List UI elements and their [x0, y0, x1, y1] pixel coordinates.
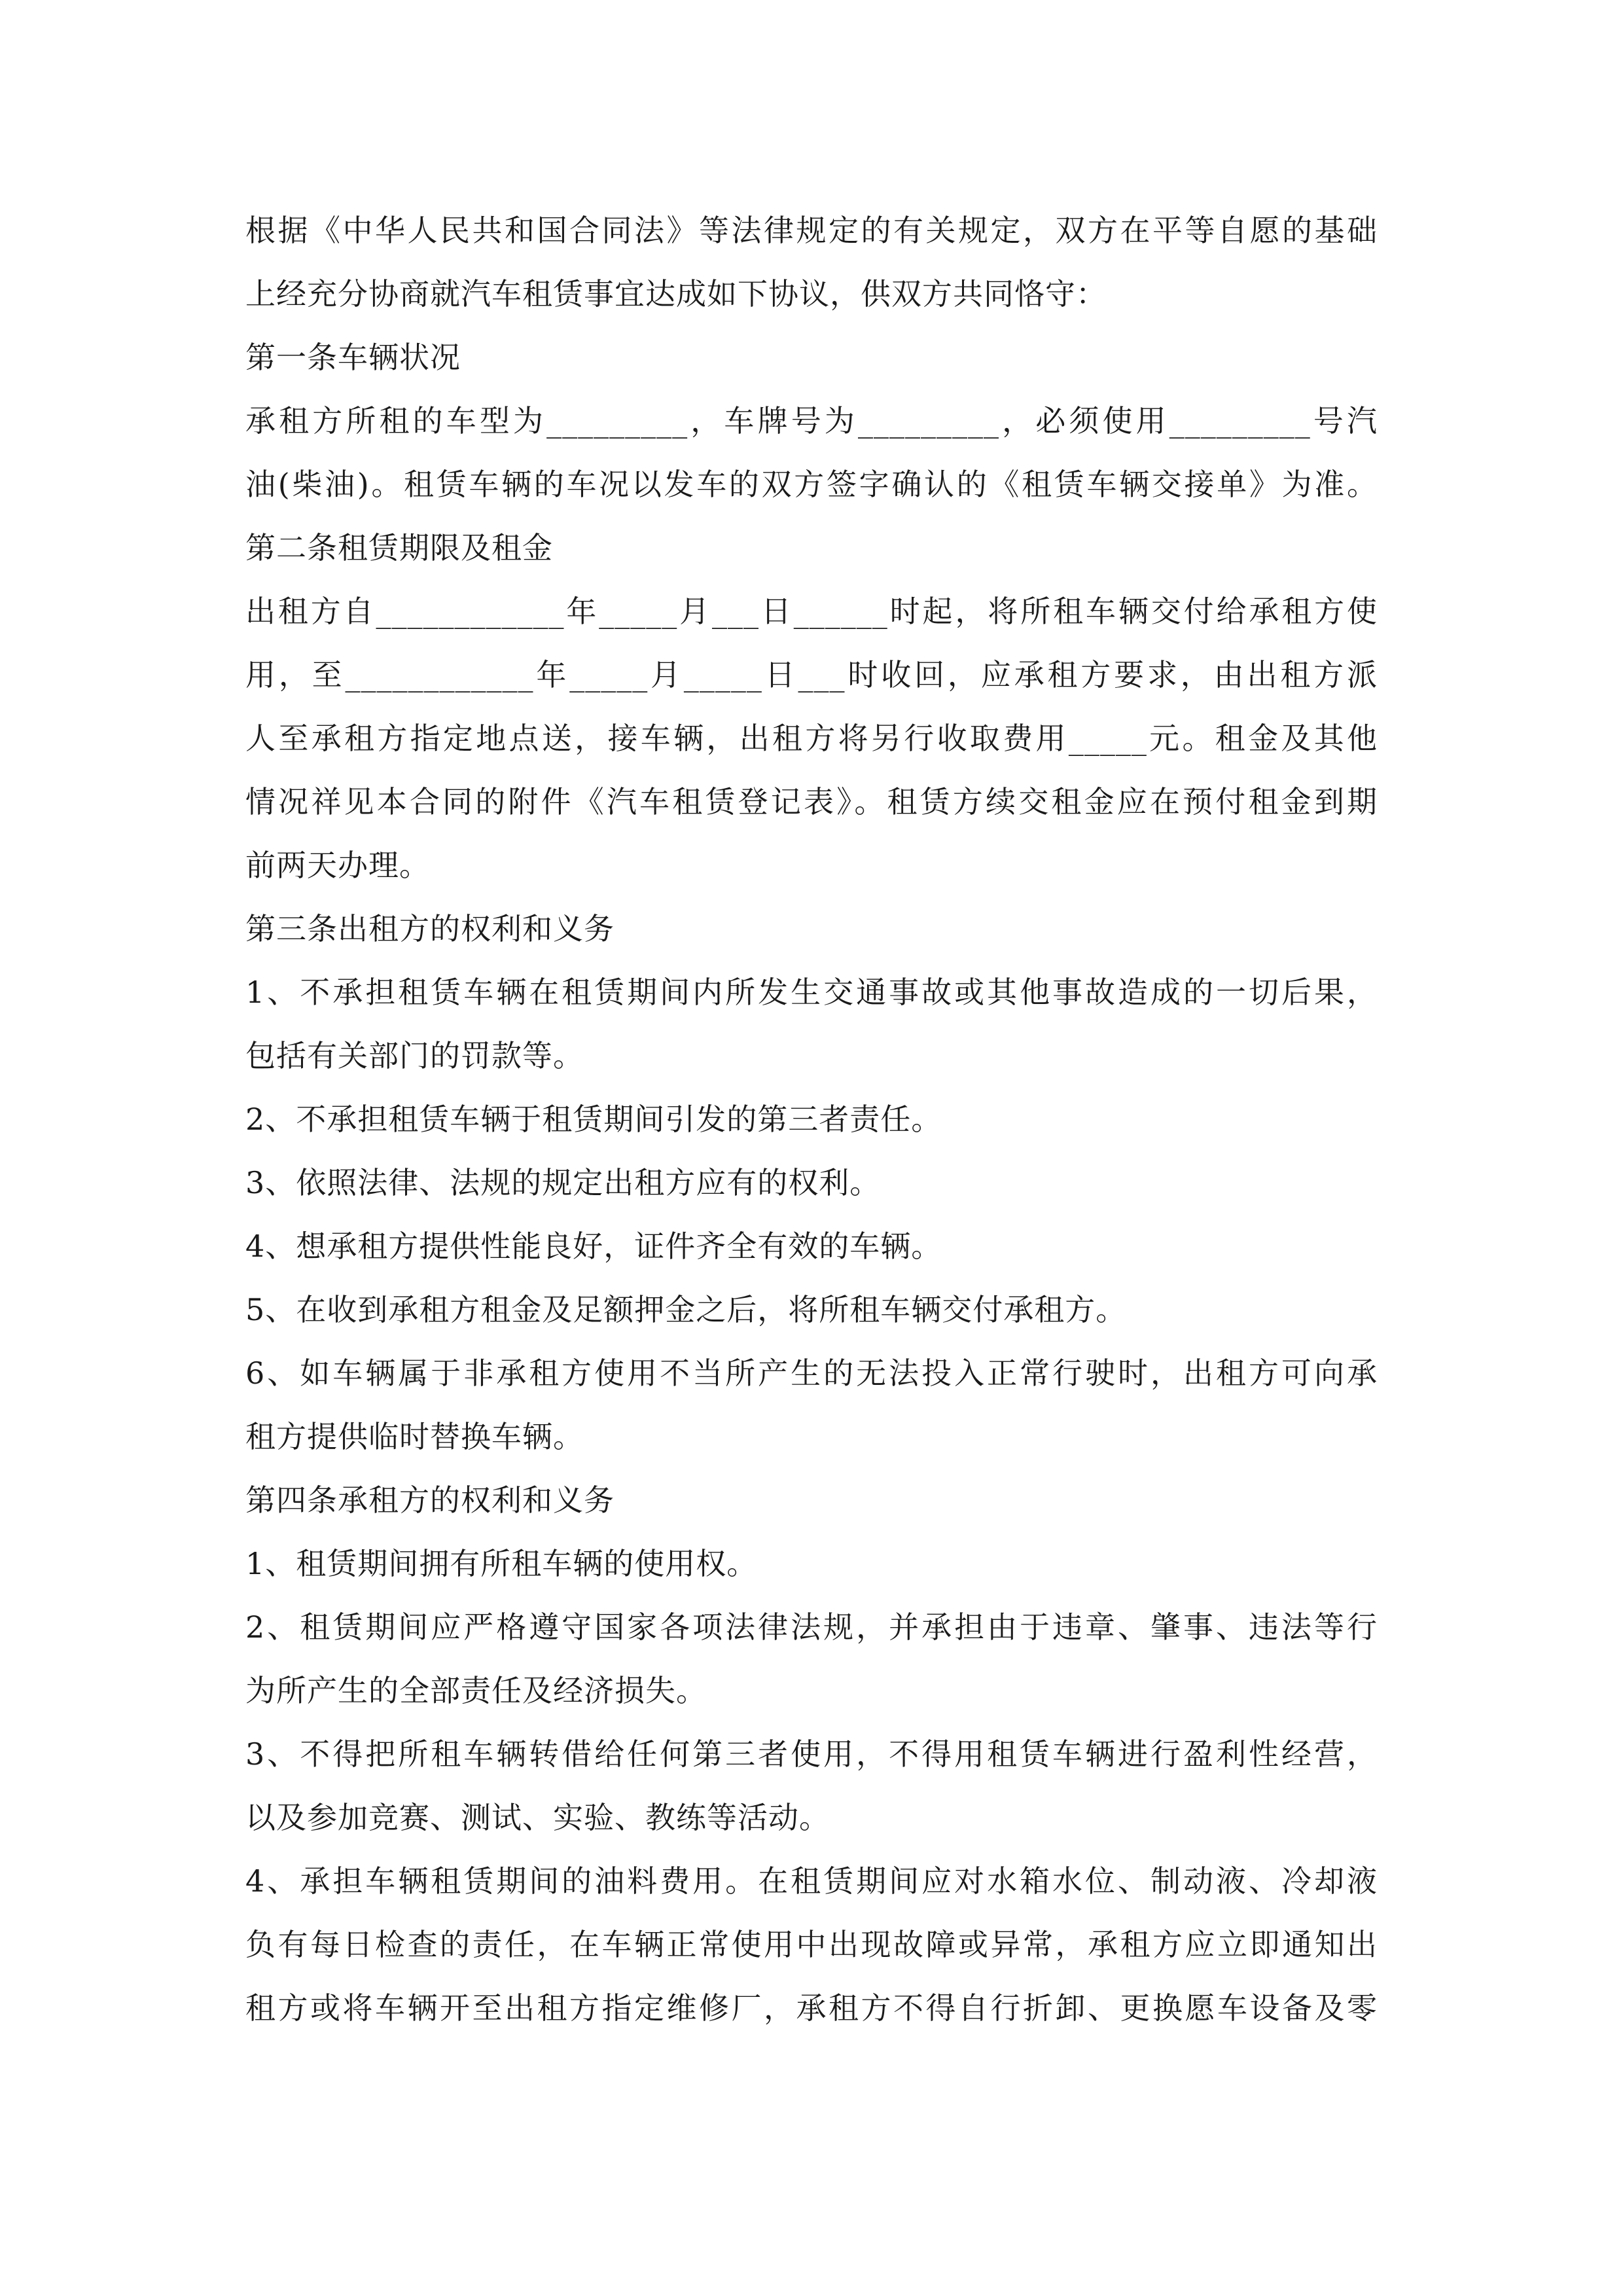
list-item: 1、不承担租赁车辆在租赁期间内所发生交通事故或其他事故造成的一切后果，	[245, 975, 1378, 1010]
list-item: 3、依照法律、法规的规定出租方应有的权利。	[245, 1165, 881, 1200]
section-heading-3: 第三条出租方的权利和义务	[245, 911, 615, 946]
list-item: 2、租赁期间应严格遵守国家各项法律法规，并承担由于违章、肇事、违法等行	[245, 1609, 1378, 1645]
list-item: 4、想承租方提供性能良好，证件齐全有效的车辆。	[245, 1229, 942, 1264]
text-line: 用，至____________年_____月_____日___时收回，应承租方要求，由出租方派	[245, 657, 1378, 692]
list-item: 6、如车辆属于非承租方使用不当所产生的无法投入正常行驶时，出租方可向承	[245, 1355, 1378, 1391]
section-heading-1: 第一条车辆状况	[245, 340, 461, 375]
list-item: 3、不得把所租车辆转借给任何第三者使用，不得用租赁车辆进行盈利性经营，	[245, 1736, 1378, 1772]
list-item-cont: 为所产生的全部责任及经济损失。	[245, 1673, 707, 1708]
text-line-intro: 根据《中华人民共和国合同法》等法律规定的有关规定，双方在平等自愿的基础	[245, 213, 1378, 248]
list-item: 1、租赁期间拥有所租车辆的使用权。	[245, 1546, 758, 1581]
list-item-cont: 包括有关部门的罚款等。	[245, 1038, 584, 1073]
text-line: 人至承租方指定地点送，接车辆，出租方将另行收取费用_____元。租金及其他	[245, 721, 1378, 756]
text-line: 前两天办理。	[245, 848, 430, 883]
list-item-cont: 以及参加竞赛、测试、实验、教练等活动。	[245, 1800, 830, 1835]
list-item-cont: 租方或将车辆开至出租方指定维修厂，承租方不得自行折卸、更换愿车设备及零	[245, 1990, 1378, 2026]
list-item: 4、承担车辆租赁期间的油料费用。在租赁期间应对水箱水位、制动液、冷却液	[245, 1863, 1378, 1899]
list-item-cont: 负有每日检查的责任，在车辆正常使用中出现故障或异常，承租方应立即通知出	[245, 1927, 1378, 1962]
list-item: 5、在收到承租方租金及足额押金之后，将所租车辆交付承租方。	[245, 1292, 1127, 1327]
section-heading-2: 第二条租赁期限及租金	[245, 530, 553, 565]
text-line: 情况祥见本合同的附件《汽车租赁登记表》。租赁方续交租金应在预付租金到期	[245, 784, 1378, 819]
text-line: 出租方自____________年_____月___日______时起，将所租车辆交付给承租方使	[245, 594, 1378, 629]
text-line: 油(柴油)。租赁车辆的车况以发车的双方签字确认的《租赁车辆交接单》为准。	[245, 467, 1378, 502]
list-item: 2、不承担租赁车辆于租赁期间引发的第三者责任。	[245, 1102, 942, 1137]
text-line: 承租方所租的车型为_________，车牌号为_________，必须使用_________号汽	[245, 403, 1378, 439]
text-line-intro-cont: 上经充分协商就汽车租赁事宜达成如下协议，供双方共同恪守：	[245, 276, 1107, 312]
section-heading-4: 第四条承租方的权利和义务	[245, 1482, 615, 1518]
list-item-cont: 租方提供临时替换车辆。	[245, 1419, 584, 1454]
